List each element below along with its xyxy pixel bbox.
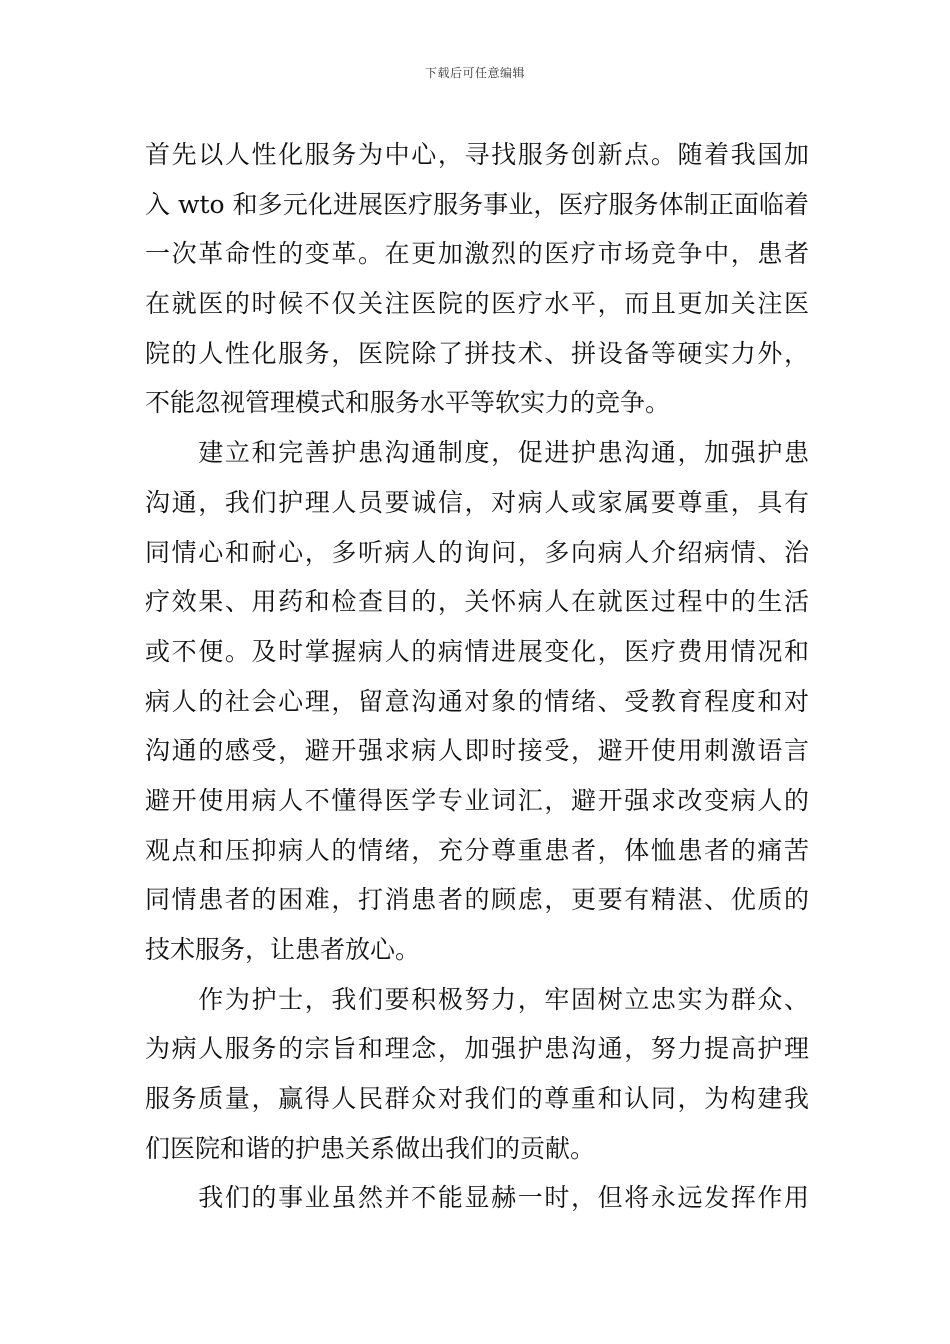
text-line: 们医院和谐的护患关系做出我们的贡献。 [145, 1133, 596, 1163]
page-header: 下载后可任意编辑 [424, 66, 525, 80]
text-line: 同情心和耐心，多听病人的询问，多向病人介绍病情、治 [145, 537, 809, 567]
text-line: 观点和压抑病人的情绪，充分尊重患者，体恤患者的痛苦 [145, 835, 809, 865]
text-line: 院的人性化服务，医院除了拼技术、拼设备等硬实力外， [145, 338, 809, 368]
text-line: 一次革命性的变革。在更加激烈的医疗市场竞争中，患者 [145, 239, 809, 269]
text-line: 服务质量，赢得人民群众对我们的尊重和认同，为构建我 [145, 1084, 809, 1114]
text-line: 建立和完善护患沟通制度，促进护患沟通，加强护患 [145, 438, 809, 468]
text-line: 首先以人性化服务为中心，寻找服务创新点。随着我国加 [145, 140, 809, 169]
text-line: 作为护士，我们要积极努力，牢固树立忠实为群众、 [145, 984, 809, 1014]
text-line: 我们的事业虽然并不能显赫一时，但将永远发挥作用 [145, 1183, 809, 1213]
text-line: 沟通，我们护理人员要诚信，对病人或家属要尊重，具有 [145, 487, 809, 517]
text-line: 沟通的感受，避开强求病人即时接受，避开使用刺激语言 [145, 736, 809, 766]
text-line: 不能忽视管理模式和服务水平等软实力的竞争。 [145, 388, 671, 418]
text-line: 入 wto 和多元化进展医疗服务事业，医疗服务体制正面临着 [145, 189, 809, 219]
text-line: 病人的社会心理，留意沟通对象的情绪、受教育程度和对 [145, 686, 809, 716]
text-line: 技术服务，让患者放心。 [145, 935, 421, 964]
text-line: 避开使用病人不懂得医学专业词汇，避开强求改变病人的 [145, 785, 809, 815]
text-line: 同情患者的困难，打消患者的顾虑，更要有精湛、优质的 [145, 885, 809, 915]
text-line: 为病人服务的宗旨和理念，加强护患沟通，努力提高护理 [145, 1034, 809, 1064]
text-line: 在就医的时候不仅关注医院的医疗水平，而且更加关注医 [145, 289, 809, 319]
document-body [145, 130, 809, 1223]
text-line: 或不便。及时掌握病人的病情进展变化，医疗费用情况和 [145, 636, 809, 666]
text-line: 疗效果、用药和检查目的，关怀病人在就医过程中的生活 [145, 587, 809, 617]
